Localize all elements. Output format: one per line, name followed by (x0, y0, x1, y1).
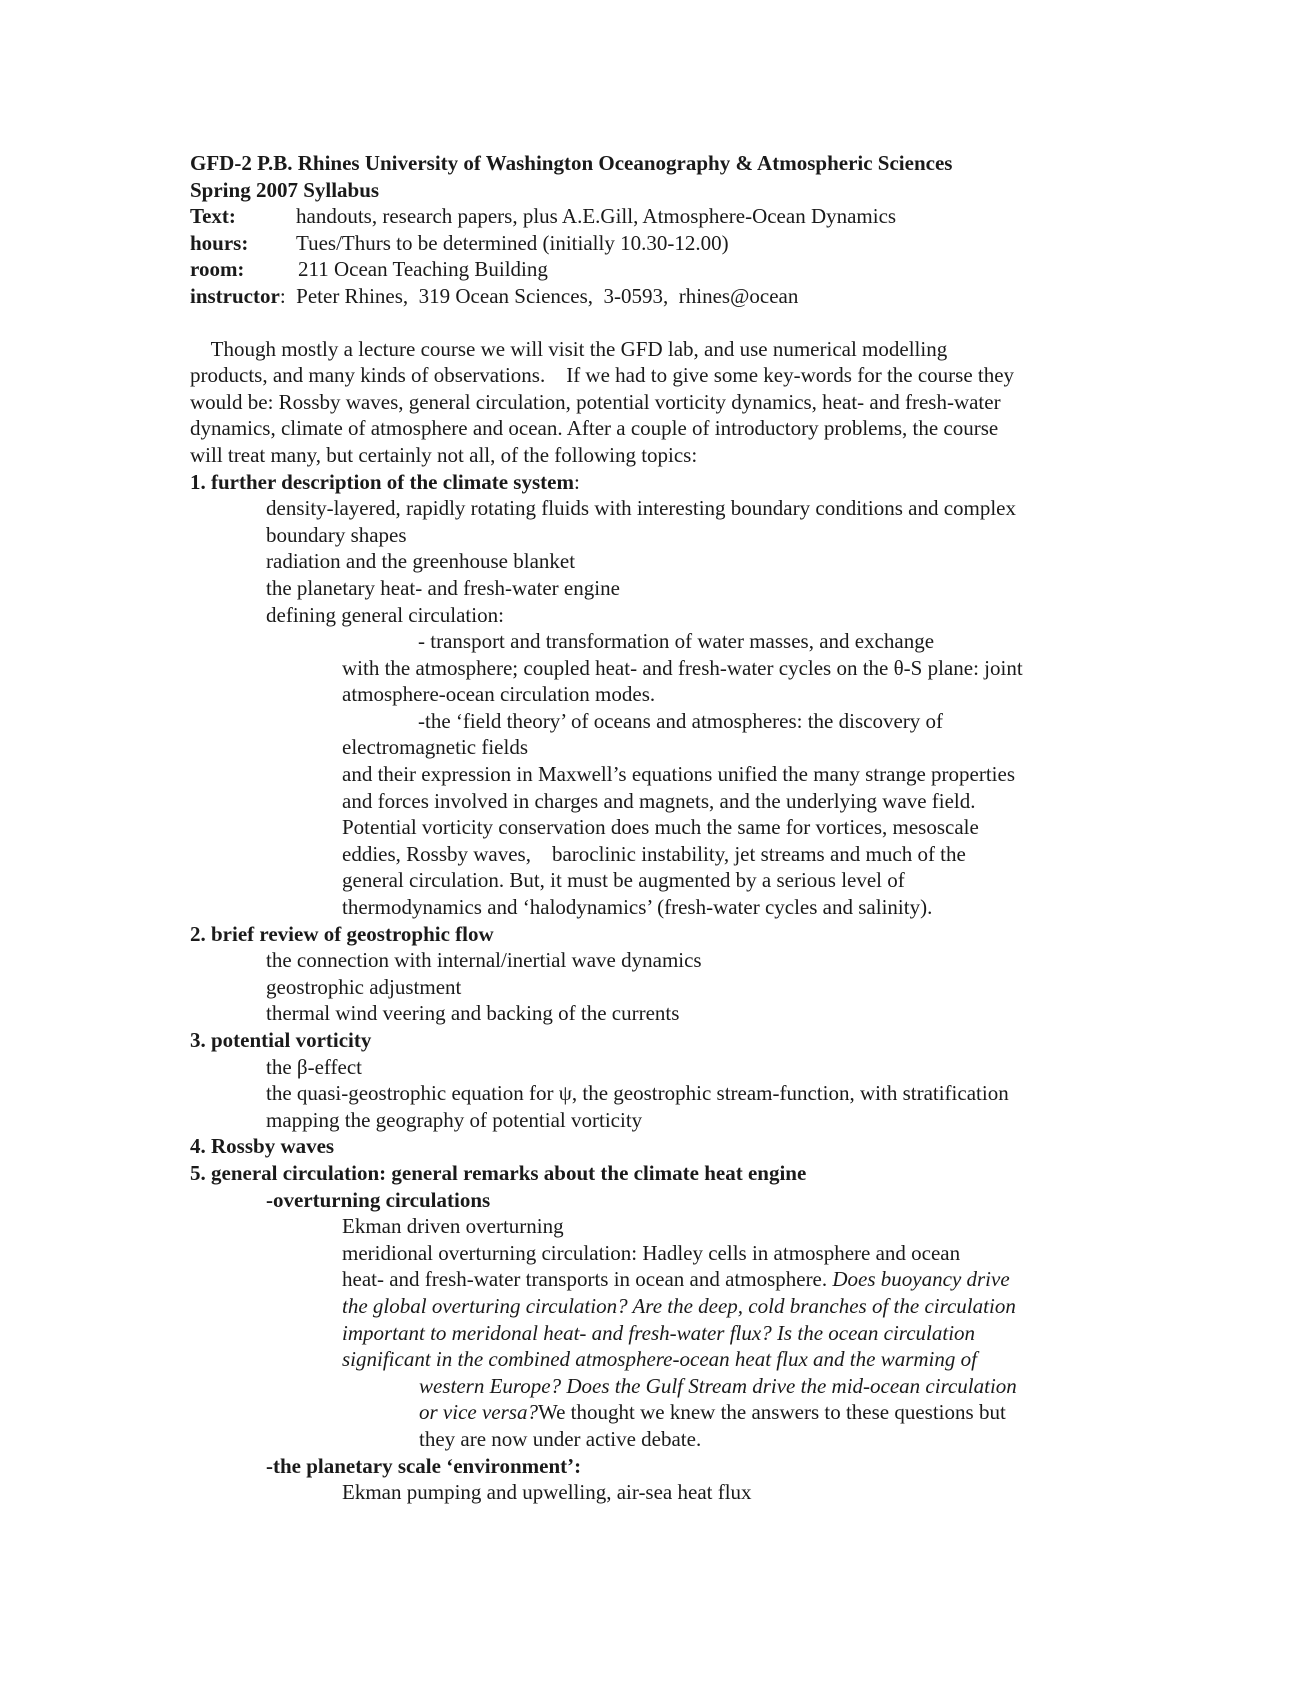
topic-1-sub-a-line: with the atmosphere; coupled heat- and fresh-water cycles on the θ-S plane: joint (342, 655, 1023, 680)
topic-2-line: geostrophic adjustment (266, 974, 462, 999)
intro-line: products, and many kinds of observations. If we had to give some key-words for the course they (190, 363, 1015, 388)
info-value: Tues/Thurs to be determined (initially 10.30-12.00) (296, 230, 729, 255)
topic-5-sub-1-deep-mixed: or vice versa?We thought we knew the answers to these questions but (419, 1400, 1006, 1425)
info-label: instructor (190, 283, 280, 308)
topic-1-sub-b-line: and forces involved in charges and magnets, and the underlying wave field. (342, 788, 976, 813)
topic-5-heading: 5. general circulation: general remarks about the climate heat engine (190, 1160, 807, 1185)
topic-1-line: the planetary heat- and fresh-water engine (266, 575, 620, 600)
topic-5-sub-2-line: Ekman pumping and upwelling, air-sea heat flux (342, 1480, 752, 1505)
topic-5-sub-2-heading: -the planetary scale ‘environment’: (266, 1453, 582, 1478)
info-label: Text: (190, 204, 236, 229)
intro-line: would be: Rossby waves, general circulation, potential vorticity dynamics, heat- and fresh-water (190, 389, 1001, 414)
topic-3-line: mapping the geography of potential vorticity (266, 1107, 643, 1132)
info-row-room (190, 256, 1120, 283)
topic-5-sub-1-line: meridional overturning circulation: Hadley cells in atmosphere and ocean (342, 1240, 961, 1265)
info-label: hours: (190, 230, 249, 255)
info-value: : Peter Rhines, 319 Ocean Sciences, 3-0593, rhines@ocean (279, 283, 799, 308)
topic-1-sub-b-first: -the ‘field theory’ of oceans and atmospheres: the discovery of (418, 708, 943, 733)
topic-5-sub-1-deep-last: they are now under active debate. (419, 1426, 702, 1451)
topic-1-line: radiation and the greenhouse blanket (266, 549, 576, 574)
syllabus-document (190, 150, 1120, 1506)
topic-1-sub-b-line: thermodynamics and ‘halodynamics’ (fresh-water cycles and salinity). (342, 895, 933, 920)
term-title: Spring 2007 Syllabus (190, 177, 380, 202)
info-row-text (190, 203, 1120, 230)
topic-2-line: thermal wind veering and backing of the currents (266, 1001, 680, 1026)
topic-1-heading: 1. further description of the climate system: (190, 469, 580, 494)
topic-5-sub-1-line: Ekman driven overturning (342, 1214, 564, 1239)
topic-5-sub-1-italic-line: significant in the combined atmosphere-ocean heat flux and the warming of (342, 1347, 977, 1372)
topic-1-sub-b-line: and their expression in Maxwell’s equations unified the many strange properties (342, 762, 1015, 787)
topic-5-sub-1-heading: -overturning circulations (266, 1187, 491, 1212)
topic-3-heading: 3. potential vorticity (190, 1028, 372, 1052)
topic-5-sub-1-mixed-line: heat- and fresh-water transports in ocean and atmosphere. Does buoyancy drive (342, 1267, 1010, 1292)
topic-1-line: boundary shapes (266, 522, 407, 547)
info-row-hours (190, 230, 1120, 257)
course-title: GFD-2 P.B. Rhines University of Washington Oceanography & Atmospheric Sciences (190, 151, 953, 175)
topic-1-sub-a-line: atmosphere-ocean circulation modes. (342, 682, 656, 707)
intro-line: Though mostly a lecture course we will visit the GFD lab, and use numerical modelling (190, 336, 948, 361)
intro-line: will treat many, but certainly not all, of the following topics: (190, 442, 698, 467)
info-row-instructor (190, 283, 1120, 310)
info-value: handouts, research papers, plus A.E.Gill, Atmosphere-Ocean Dynamics (296, 204, 897, 229)
info-value: 211 Ocean Teaching Building (298, 257, 548, 282)
topic-3-line: the β-effect (266, 1054, 362, 1079)
topic-1-sub-a-first: - transport and transformation of water masses, and exchange (418, 629, 935, 654)
topic-1-line: defining general circulation: (266, 602, 504, 627)
topic-5-sub-1-italic-line: the global overturing circulation? Are the deep, cold branches of the circulation (342, 1293, 1016, 1318)
topic-5-sub-1-italic-line: important to meridonal heat- and fresh-water flux? Is the ocean circulation (342, 1320, 976, 1345)
info-label: room: (190, 257, 245, 282)
topic-1-sub-b-line: Potential vorticity conservation does much the same for vortices, mesoscale (342, 815, 979, 840)
topic-2-heading: 2. brief review of geostrophic flow (190, 921, 494, 946)
topic-1-line: density-layered, rapidly rotating fluids with interesting boundary conditions and complex (266, 496, 1017, 521)
topic-4-heading: 4. Rossby waves (190, 1134, 335, 1159)
topic-2-line: the connection with internal/inertial wave dynamics (266, 948, 702, 973)
topic-5-sub-1-deep-italic: western Europe? Does the Gulf Stream drive the mid-ocean circulation (419, 1373, 1017, 1398)
topic-1-sub-b-line: general circulation. But, it must be augmented by a serious level of (342, 868, 905, 893)
intro-paragraph (190, 336, 1120, 469)
topic-1-sub-b-line: eddies, Rossby waves, baroclinic instability, jet streams and much of the (342, 841, 966, 866)
topic-3-line: the quasi-geostrophic equation for ψ, the geostrophic stream-function, with stratification (266, 1081, 1009, 1106)
intro-line: dynamics, climate of atmosphere and ocean. After a couple of introductory problems, the course (190, 416, 999, 441)
topic-1-sub-b-line: electromagnetic fields (342, 735, 528, 760)
